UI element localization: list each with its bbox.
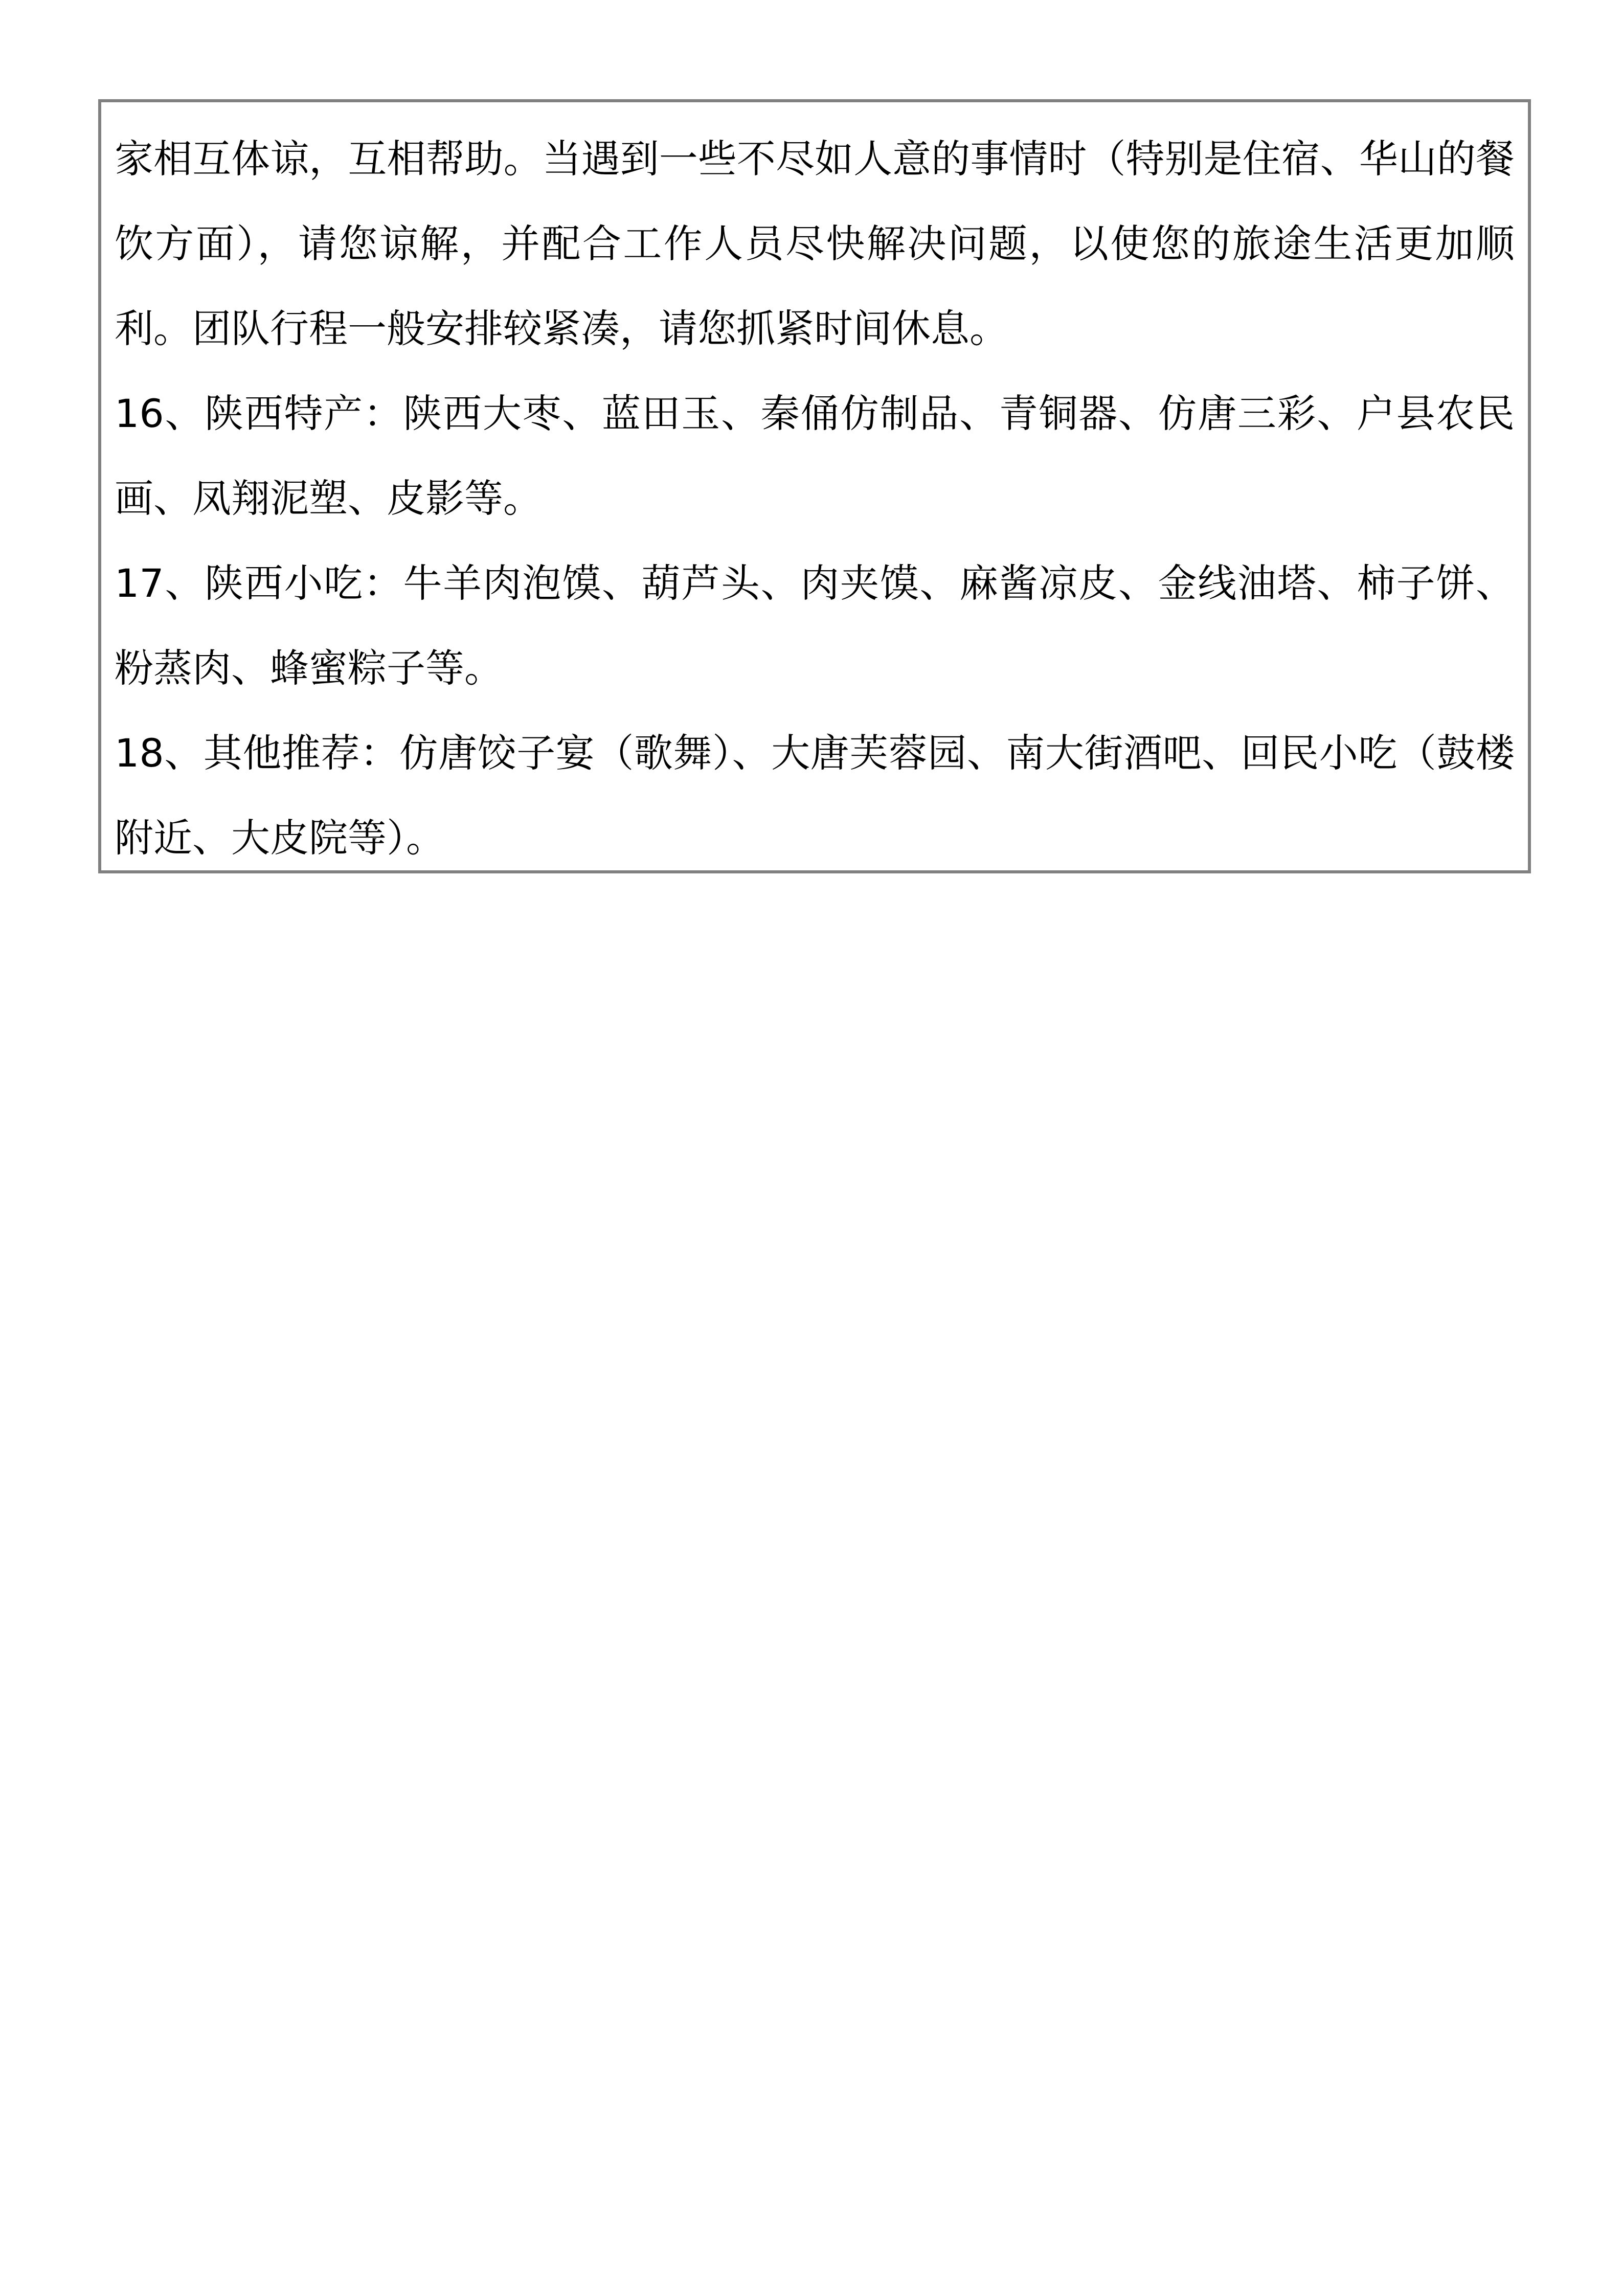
paragraph-shaanxi-snacks: 17、陕西小吃：牛羊肉泡馍、葫芦头、肉夹馍、麻酱凉皮、金线油塔、柿子饼、粉蒸肉、蜂蜜粽子等。 [115,560,1515,691]
paragraph-other-recommendations: 18、其他推荐：仿唐饺子宴（歌舞）、大唐芙蓉园、南大街酒吧、回民小吃（鼓楼附近、大皮院等）。 [115,730,1515,861]
notice-box [98,99,1531,873]
paragraph-travel-tips-continued: 家相互体谅，互相帮助。当遇到一些不尽如人意的事情时（特别是住宿、华山的餐饮方面），请您谅解，并配合工作人员尽快解决问题，以使您的旅途生活更加顺利。团队行程一般安排较紧凑，请您抓紧时间休息。 [115,136,1515,351]
paragraph-shaanxi-specialties: 16、陕西特产：陕西大枣、蓝田玉、秦俑仿制品、青铜器、仿唐三彩、户县农民画、凤翔泥塑、皮影等。 [115,391,1515,521]
